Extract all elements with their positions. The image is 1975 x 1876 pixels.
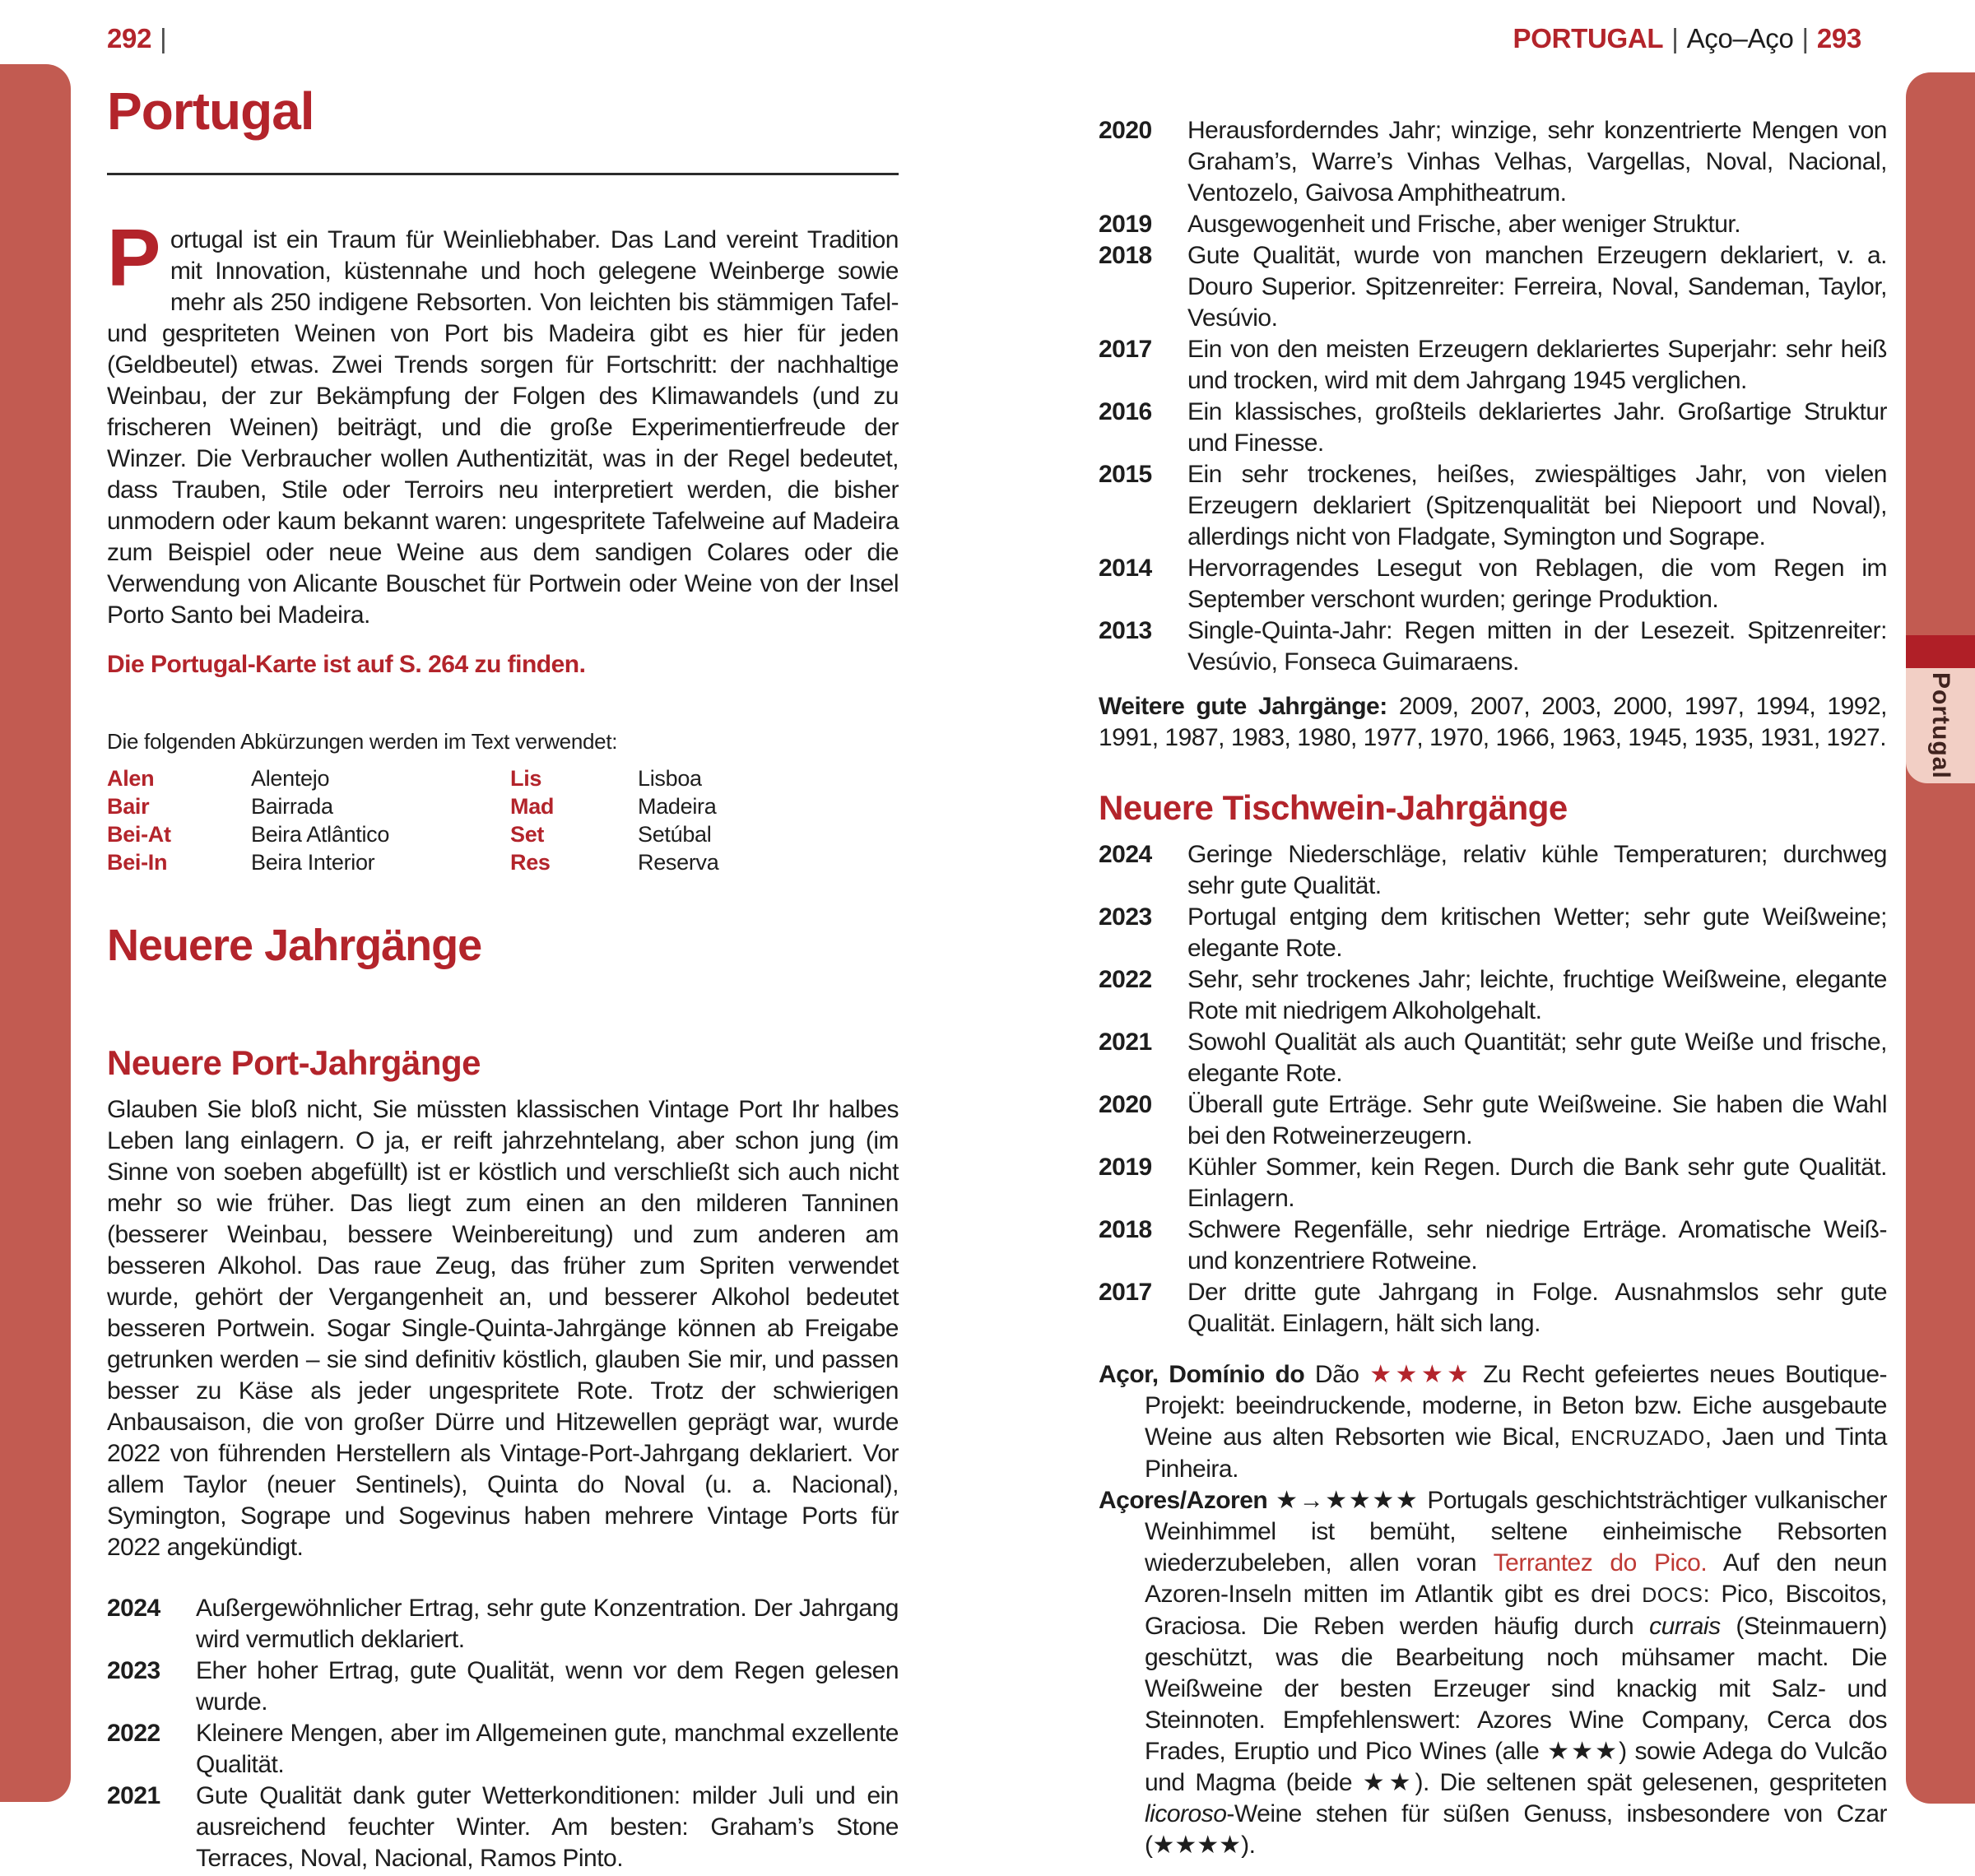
abbr-key: Res: [510, 850, 551, 875]
vintage-year: 2023: [107, 1657, 160, 1685]
vintage-year: 2019: [1099, 1154, 1152, 1182]
port-paragraph: Glauben Sie bloß nicht, Sie müssten klassischen Vintage Port Ihr halbes Leben lang einlagern. O ja, er reift jahrzehntelang, aber schon jung (im Sinne von soeben abgefüllt) ist er köstlich und verschließt sich auch nicht mehr so wie früher. Das liegt zum einen an den milderen Tanninen (besserer Weinbau, bessere Weinbereitung) und zum anderen am besseren Alkohol. Das raue Zeug, das früher zum Spriten verwendet wurde, gehört der Vergangenheit an, und besserer Alkohol bedeutet besseren Portwein. Sogar Single-Quinta-Jahrgänge können ab Freigabe getrunken werden – sie sind definitiv köstlich, glauben Sie mir, und passen besser zu Käse als jeder ungespritete Rote. Trotz der schwierigen Anbausaison, die von großer Dürre und Hitzewellen geprägt war, wurde 2022 von führenden Herstellern als Vintage-Port-Jahrgang deklariert. Vor allem Taylor (neuer Sentinels), Quinta do Noval (u. a. Nacional), Symington, Sogrape und Sogevinus haben mehrere Vintage Ports für 2022 angekündigt.: [107, 1096, 899, 1562]
left-page-edge-bar: [0, 64, 71, 1802]
vintage-row: [1099, 1152, 1887, 1214]
vintage-text: Ein klassisches, großteils deklariertes Jahr. Großartige Struktur und Finesse.: [1187, 398, 1887, 457]
abbr-value: Lisboa: [638, 766, 702, 792]
vintage-row: [1099, 240, 1887, 334]
vintage-year: 2017: [1099, 1279, 1152, 1307]
page-number-left: 292: [107, 23, 152, 53]
vintage-text: Ein von den meisten Erzeugern deklariertes Superjahr: sehr heiß und trocken, wird mit dem Jahrgang 1945 verglichen.: [1187, 336, 1887, 394]
vintage-row: [1099, 1089, 1887, 1152]
vintage-row: [1099, 839, 1887, 902]
entry-text: , Jaen und Tinta Pinheira.: [1145, 1423, 1887, 1484]
abbr-key: Bei-In: [107, 850, 168, 875]
entry-text: Auf den neun Azoren-Inseln mitten im Atlantik gibt es drei: [1145, 1549, 1887, 1609]
page-title: Portugal: [107, 81, 314, 141]
vintage-year: 2023: [1099, 903, 1152, 931]
page-number-right: 293: [1816, 23, 1861, 53]
port-vintage-list-right: [1099, 115, 1887, 678]
vintage-year: 2015: [1099, 461, 1152, 488]
rating-stars-red: ★★★★: [1369, 1361, 1473, 1389]
abbr-key: Mad: [510, 794, 555, 820]
section-title-vintages: Neuere Jahrgänge: [107, 921, 482, 971]
producer-name: Açor, Domínio do: [1099, 1361, 1305, 1389]
vintage-year: 2014: [1099, 555, 1152, 582]
header-separator: |: [1801, 23, 1809, 53]
vintage-text: Gute Qualität, wurde von manchen Erzeugern deklariert, v. a. Douro Superior. Spitzenreiter: Ferreira, Noval, Sandeman, Taylor, Vesúvio.: [1187, 242, 1887, 332]
rating-stars: ★★★: [1547, 1738, 1620, 1766]
subsection-title-table-wine-vintages: Neuere Tischwein-Jahrgänge: [1099, 788, 1568, 827]
entry-text: : Pico, Biscoitos, Graciosa. Die Reben werden häufig durch: [1145, 1581, 1888, 1641]
map-note: Die Portugal-Karte ist auf S. 264 zu finden.: [107, 651, 586, 679]
vintage-text: Single-Quinta-Jahr: Regen mitten in der Lesezeit. Spitzenreiter: Vesúvio, Fonseca Guimaraens.: [1187, 617, 1887, 676]
header-book-title: PORTUGAL: [1513, 23, 1664, 53]
vintage-text: Geringe Niederschläge, relativ kühle Temperaturen; durchweg sehr gute Qualität.: [1187, 841, 1887, 900]
other-good-vintages-years: 2009, 2007, 2003, 2000, 1997, 1994, 1992, 1991, 1987, 1983, 1980, 1977, 1970, 1966, 1963, 1945, 1935, 1931, 1927.: [1099, 693, 1887, 751]
vintage-row: [1099, 902, 1887, 964]
vintage-year: 2016: [1099, 398, 1152, 425]
vintage-row: [1099, 334, 1887, 397]
vintage-year: 2018: [1099, 1216, 1152, 1244]
entry-azores: [1099, 1485, 1887, 1861]
vintage-year: 2019: [1099, 211, 1152, 238]
abbr-value: Madeira: [638, 794, 717, 820]
vintage-row: [107, 1593, 899, 1655]
abbr-key: Bei-At: [107, 822, 171, 847]
vintage-text: Ein sehr trockenes, heißes, zwiespältiges Jahr, von vielen Erzeugern deklariert (Spitzenqualität bei Niepoort und Noval), allerdings nicht von Fladgate, Symington und Sogrape.: [1187, 461, 1887, 550]
entry-text: ) sowie Adega do Vulcão und Magma (beide: [1145, 1738, 1887, 1797]
vintage-row: [1099, 1027, 1887, 1089]
vintage-text: Eher hoher Ertrag, gute Qualität, wenn vor dem Regen gelesen wurde.: [196, 1657, 899, 1716]
abbr-key: Lis: [510, 766, 542, 792]
vintage-text: Hervorragendes Lesegut von Reblagen, die vom Regen im September verschont wurden; geringe Produktion.: [1187, 555, 1887, 613]
other-good-vintages-label: Weitere gute Jahrgänge:: [1099, 693, 1387, 720]
vintage-text: Gute Qualität dank guter Wetterkonditionen: milder Juli und ein ausreichend feuchter Winter. Am besten: Graham’s Stone Terraces, Noval, Nacional, Ramos Pinto.: [196, 1782, 899, 1873]
abbreviations-intro: Die folgenden Abkürzungen werden im Text verwendet:: [107, 729, 618, 755]
intro-text: ortugal ist ein Traum für Weinliebhaber. Das Land vereint Tradition mit Innovation, küstennahe und hoch gelegene Weinberge sowie mehr als 250 indigene Rebsorten. Von leichten bis stämmigen Tafel- und gespriteten Weinen von Port bis Madeira gibt es hier für jeden (Geldbeutel) etwas. Zwei Trends sorgen für Fortschritt: der nachhaltige Weinbau, der zur Bekämpfung der Folgen des Klimawandels (und zu frischeren Weinen) beiträgt, und die große Experimentierfreude der Winzer. Die Verbraucher wollen Authentizität, was in der Regel bedeutet, dass Trauben, Stile oder Terroirs neu interpretiert werden, die bisher unmodern oder kaum bekannt waren: ungespritete Tafelweine auf Madeira zum Beispiel oder neue Weine aus dem sandigen Colares oder die Verwendung von Alicante Bouschet für Portwein oder Weine von der Insel Porto Santo bei Madeira.: [107, 226, 899, 629]
vintage-row: [1099, 209, 1887, 240]
abbreviations-table: [107, 764, 899, 876]
abbr-value: Beira Interior: [251, 850, 375, 875]
vintage-year: 2013: [1099, 617, 1152, 644]
vintage-year: 2021: [1099, 1029, 1152, 1056]
chapter-tab-band: [1906, 635, 1975, 668]
rating-stars: ★★★★: [1152, 1832, 1242, 1860]
port-vintage-list-left: [107, 1593, 899, 1874]
producer-entries: [1099, 1359, 1887, 1861]
vintage-row: [1099, 553, 1887, 615]
vintage-row: [1099, 115, 1887, 209]
vintage-text: Ausgewogenheit und Frische, aber weniger Struktur.: [1187, 211, 1741, 238]
left-page-column: [107, 82, 899, 1874]
rating-stars-range: ★→★★★★: [1267, 1487, 1428, 1515]
vintage-row: [107, 1655, 899, 1718]
title-rule: [107, 173, 899, 175]
other-good-vintages: [1099, 691, 1887, 754]
abbr-value: Setúbal: [638, 822, 712, 847]
chapter-tab-label: Portugal: [1927, 672, 1954, 779]
vintage-year: 2022: [1099, 966, 1152, 994]
abbr-value: Alentejo: [251, 766, 330, 792]
chapter-tab: [1906, 668, 1975, 783]
vintage-text: Überall gute Erträge. Sehr gute Weißweine. Sie haben die Wahl bei den Rotweinerzeugern.: [1187, 1091, 1887, 1150]
vintage-year: 2024: [1099, 841, 1152, 869]
docs-smallcaps: DOCS: [1642, 1584, 1703, 1608]
rating-stars: ★★: [1362, 1769, 1415, 1797]
abbr-value: Bairrada: [251, 794, 333, 820]
italic-term: currais: [1649, 1613, 1721, 1641]
entry-text: ). Die seltenen spät gelesenen, gespriteten: [1415, 1769, 1887, 1797]
vintage-year: 2024: [107, 1595, 160, 1623]
vintage-year: 2020: [1099, 117, 1152, 144]
vintage-text: Kühler Sommer, kein Regen. Durch die Bank sehr gute Qualität. Einlagern.: [1187, 1154, 1887, 1213]
vintage-row: [1099, 459, 1887, 553]
drop-cap: P: [107, 212, 160, 304]
vintage-year: 2021: [107, 1782, 160, 1810]
vintage-year: 2020: [1099, 1091, 1152, 1119]
entry-acor: [1099, 1359, 1887, 1485]
entry-text: ).: [1241, 1832, 1256, 1860]
vintage-row: [1099, 1214, 1887, 1277]
entry-text: Portugals geschichtsträchtiger vulkanischer Weinhimmel ist bemüht, seltene einheimische Rebsorten wiederzubeleben, allen voran: [1145, 1487, 1887, 1577]
right-page-column: [1099, 115, 1887, 1861]
abbr-value: Beira Atlântico: [251, 822, 390, 847]
producer-name: Açores/Azoren: [1099, 1487, 1268, 1515]
vintage-text: Außergewöhnlicher Ertrag, sehr gute Konzentration. Der Jahrgang wird vermutlich deklariert.: [196, 1595, 899, 1654]
abbr-key: Bair: [107, 794, 150, 820]
vintage-text: Sowohl Qualität als auch Quantität; sehr gute Weiße und frische, elegante Rote.: [1187, 1029, 1887, 1088]
subsection-title-port-vintages: Neuere Port-Jahrgänge: [107, 1043, 481, 1083]
entry-text: (Steinmauern) geschützt, was die Bearbeitung noch mühsamer macht. Die Weißweine der besten Erzeuger sind knackig mit Salz- und Steinnoten. Empfehlenswert: Azores Wine Company, Cerca dos Frades, Eruptio und Pico Wines (alle: [1145, 1613, 1888, 1766]
running-header-left: [107, 23, 174, 54]
intro-paragraph: [107, 212, 899, 631]
vintage-year: 2017: [1099, 336, 1152, 363]
header-separator: |: [1671, 23, 1679, 53]
vintage-row: [1099, 397, 1887, 459]
right-page-edge-bar: [1906, 72, 1975, 1804]
vintage-text: Kleinere Mengen, aber im Allgemeinen gute, manchmal exzellente Qualität.: [196, 1720, 899, 1779]
header-separator: |: [160, 23, 167, 53]
abbr-key: Set: [510, 822, 545, 847]
vintage-text: Herausforderndes Jahr; winzige, sehr konzentrierte Mengen von Graham’s, Warre’s Vinhas Velhas, Vargellas, Noval, Nacional, Ventozelo, Gaivosa Amphitheatrum.: [1187, 117, 1887, 207]
entry-text: Zu Recht gefeiertes neues Boutique-Projekt: beeindruckende, moderne, in Beton bzw. Eiche ausgebaute Weine aus alten Rebsorten wie Bical,: [1145, 1361, 1888, 1451]
italic-term: licoroso: [1145, 1800, 1227, 1828]
vintage-text: Schwere Regenfälle, sehr niedrige Erträge. Aromatische Weiß- und konzentriere Rotweine.: [1187, 1216, 1887, 1275]
producer-region: Dão: [1304, 1361, 1370, 1389]
vintage-row: [107, 1718, 899, 1781]
vintage-text: Portugal entging dem kritischen Wetter; sehr gute Weißweine; elegante Rote.: [1187, 903, 1887, 963]
vintage-row: [1099, 1277, 1887, 1340]
abbr-key: Alen: [107, 766, 155, 792]
vintage-year: 2022: [107, 1720, 160, 1748]
vintage-text: Sehr, sehr trockenes Jahr; leichte, fruchtige Weißweine, elegante Rote mit niedrigem Alkoholgehalt.: [1187, 966, 1887, 1025]
vintage-row: [107, 1781, 899, 1874]
vintage-text: Der dritte gute Jahrgang in Folge. Ausnahmslos sehr gute Qualität. Einlagern, hält sich lang.: [1187, 1279, 1887, 1338]
vintage-year: 2018: [1099, 242, 1152, 269]
abbr-value: Reserva: [638, 850, 719, 875]
vintage-row: [1099, 964, 1887, 1027]
running-header-right: [1513, 23, 1861, 54]
table-wine-vintage-list: [1099, 839, 1887, 1340]
grape-smallcaps: ENCRUZADO: [1570, 1427, 1705, 1451]
header-entry-range: Aço–Aço: [1686, 23, 1794, 53]
entry-text: -Weine stehen für süßen Genuss, insbesondere von Czar (: [1145, 1800, 1887, 1860]
vintage-row: [1099, 615, 1887, 678]
cross-reference-red: Terrantez do Pico.: [1493, 1549, 1708, 1577]
